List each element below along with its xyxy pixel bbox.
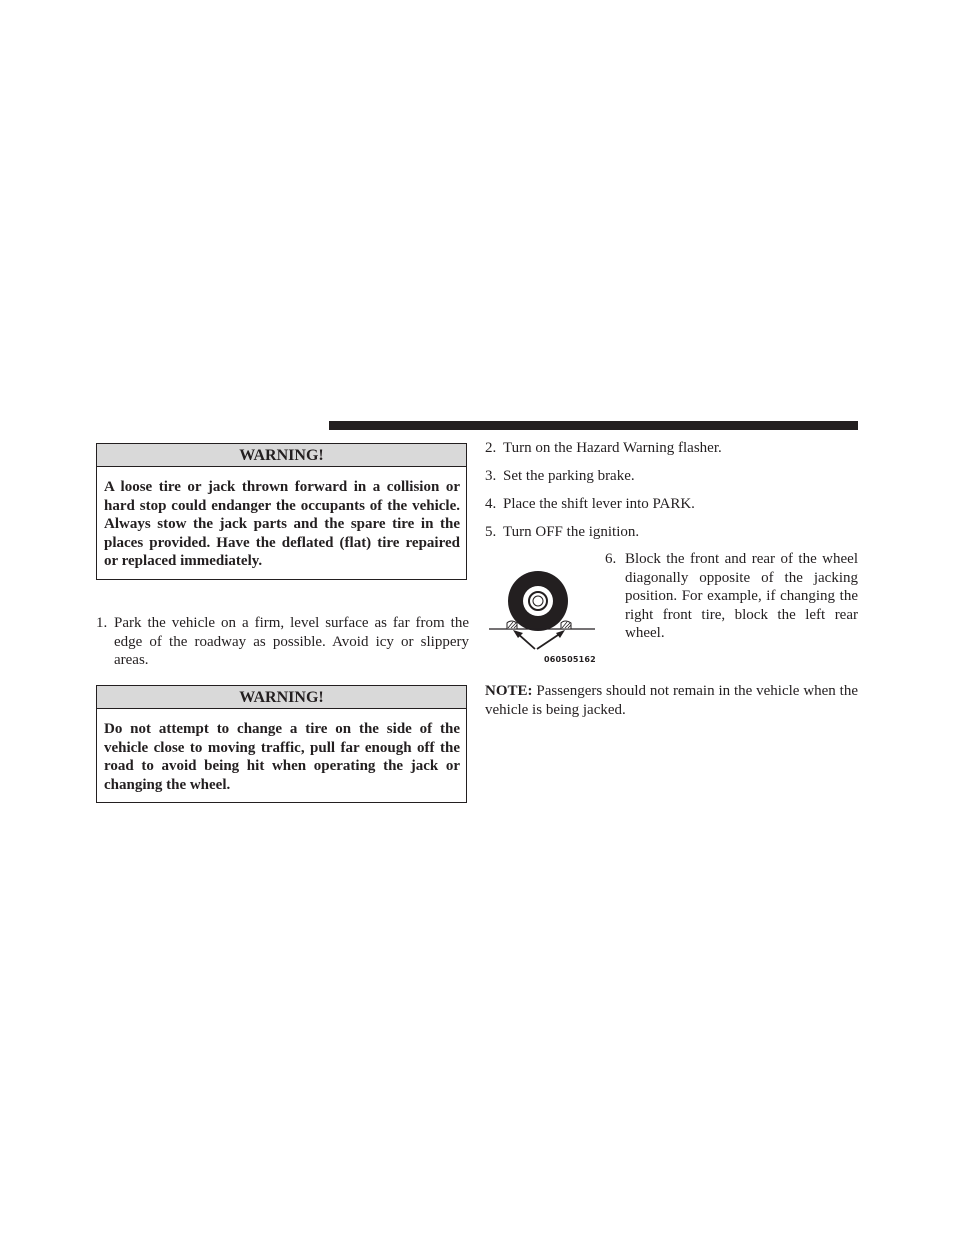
step-number: 2. xyxy=(485,440,497,456)
warning-box-traffic xyxy=(96,685,467,803)
warning-text: Do not attempt to change a tire on the side of the vehicle close to moving traffic, pull far enough off the road to avoid being hit when operating the jack or changing the wheel. xyxy=(104,721,460,793)
warning-text: A loose tire or jack thrown forward in a collision or hard stop could endanger the occupants of the vehicle. Always stow the jack parts and the spare tire in the places provided. Have the deflated (flat) tire repaired or replaced immediately. xyxy=(104,479,460,570)
step-text: Place the shift lever into PARK. xyxy=(503,496,695,512)
step-4 xyxy=(485,495,858,514)
figure-code: 060505162 xyxy=(544,655,596,664)
step-number: 1. xyxy=(96,615,108,631)
step-1 xyxy=(96,614,469,670)
wheel-chock-illustration xyxy=(487,567,599,667)
note-label: NOTE: xyxy=(485,683,533,699)
warning-box-loose-tire xyxy=(96,443,467,580)
step-number: 4. xyxy=(485,496,497,512)
step-text: Set the parking brake. xyxy=(503,468,635,484)
section-header-bar xyxy=(329,421,858,430)
step-5 xyxy=(485,523,858,542)
step-number: 6. xyxy=(605,551,617,567)
step-text: Block the front and rear of the wheel diagonally opposite of the jacking position. For example, if changing the right front tire, block the left rear wheel. xyxy=(625,551,858,642)
step-text: Park the vehicle on a firm, level surface as far from the edge of the roadway as possible. Avoid icy or slippery areas. xyxy=(114,615,469,669)
step-3 xyxy=(485,467,858,486)
warning-heading: WARNING! xyxy=(97,444,466,467)
step-6 xyxy=(605,550,858,643)
step-2 xyxy=(485,439,858,458)
note-paragraph xyxy=(485,682,858,719)
step-number: 5. xyxy=(485,524,497,540)
step-number: 3. xyxy=(485,468,497,484)
note-text: Passengers should not remain in the vehicle when the vehicle is being jacked. xyxy=(485,683,858,718)
step-text: Turn on the Hazard Warning flasher. xyxy=(503,440,722,456)
warning-heading: WARNING! xyxy=(97,686,466,709)
step-text: Turn OFF the ignition. xyxy=(503,524,640,540)
